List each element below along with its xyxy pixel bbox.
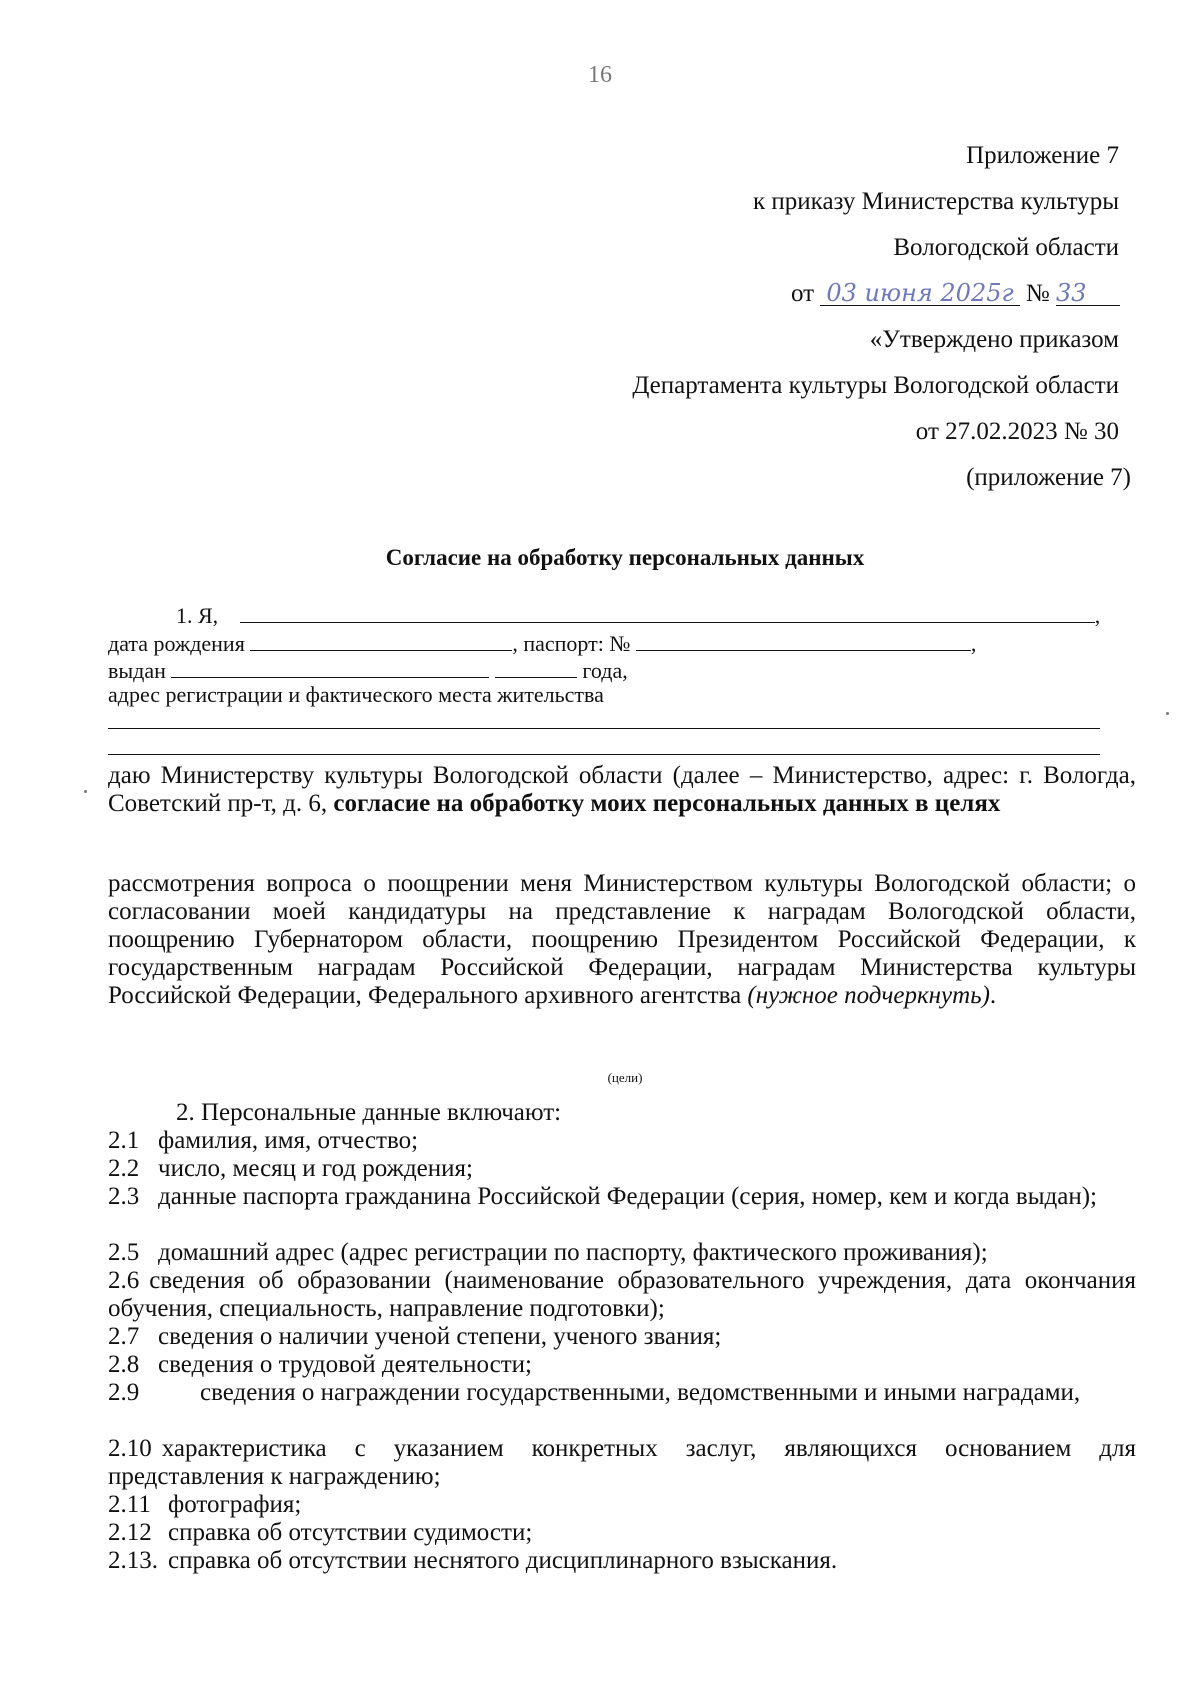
- issued-year-field[interactable]: [495, 655, 577, 678]
- purpose-caption: (цели): [607, 1070, 643, 1085]
- department-label: Департамента культуры Вологодской области: [632, 372, 1119, 399]
- name-comma: ,: [1094, 603, 1101, 628]
- list-item: 2.6 сведения об образовании (наименование образовательного учреждения, дата окончания обучения, специальность, направление подготовки);: [108, 1267, 1136, 1322]
- form-line-name: [176, 600, 1100, 629]
- consent-paragraph: [108, 762, 1136, 818]
- birth-date-field[interactable]: [250, 628, 512, 651]
- page-number: 16: [588, 62, 612, 88]
- appendix-label: Приложение 7: [966, 142, 1119, 169]
- consent-bold-text: согласие на обработку моих персональных данных в целях: [333, 790, 1001, 817]
- form-line-issued: [108, 655, 628, 684]
- document-title: Согласие на обработку персональных данных: [385, 545, 865, 570]
- approved-date: от 27.02.2023 № 30: [915, 418, 1119, 445]
- issued-by-field[interactable]: [171, 655, 489, 678]
- list-item: 2.9 сведения о награждении государственными, ведомственными и иными наградами,: [108, 1379, 1081, 1406]
- passport-comma: ,: [970, 631, 977, 656]
- list-item: 2.5 домашний адрес (адрес регистрации по паспорту, фактического проживания);: [108, 1239, 988, 1266]
- number-sign: №: [1025, 280, 1050, 307]
- handwritten-number: 33: [1056, 281, 1120, 306]
- list-item: 2.1 фамилия, имя, отчество;: [108, 1127, 419, 1154]
- purpose-paragraph: [108, 870, 1136, 1010]
- purpose-italic-note: (нужное подчеркнуть): [747, 982, 990, 1009]
- section2-heading: 2. Персональные данные включают:: [176, 1099, 562, 1126]
- list-item: 2.2 число, месяц и год рождения;: [108, 1155, 473, 1182]
- list-item: 2.3 данные паспорта гражданина Российской Федерации (серия, номер, кем и когда выдан);: [108, 1183, 1097, 1210]
- region-label: Вологодской области: [893, 234, 1119, 261]
- passport-label: , паспорт: №: [512, 631, 631, 656]
- approved-label: «Утверждено приказом: [869, 326, 1119, 353]
- consent-text: даю Министерству культуры Вологодской области (далее – Министерство, адрес: г. Вологда, Советский пр-т, д. 6,: [108, 762, 1136, 817]
- birth-label: дата рождения: [108, 631, 245, 656]
- list-item: 2.10 характеристика с указанием конкретных заслуг, являющихся основанием для представления к награждению;: [108, 1435, 1136, 1490]
- form-line-birth: [108, 628, 976, 657]
- handwritten-date: 03 июня 2025г: [820, 281, 1019, 306]
- list-item: 2.11 фотография;: [108, 1491, 302, 1518]
- address-line-1[interactable]: [108, 728, 1100, 729]
- address-label: адрес регистрации и фактического места жительства: [108, 682, 604, 707]
- purpose-text: рассмотрения вопроса о поощрении меня Министерством культуры Вологодской области; о согласовании моей кандидатуры на представление к наградам Вологодской области, поощрению Губернатором области, поощрению Президентом Российской Федерации, к государственным наградам Российской Федерации, наградам Министерства культуры Российской Федерации, Федерального архивного агентства: [108, 870, 1136, 1009]
- list-item: 2.8 сведения о трудовой деятельности;: [108, 1351, 532, 1378]
- list-item: 2.7 сведения о наличии ученой степени, ученого звания;: [108, 1323, 722, 1350]
- issued-label: выдан: [108, 658, 166, 683]
- scan-speck: [84, 790, 87, 793]
- order-reference: к приказу Министерства культуры: [753, 188, 1119, 215]
- purpose-end: .: [989, 982, 997, 1009]
- address-line-2[interactable]: [108, 754, 1100, 755]
- item1-prefix: 1. Я,: [176, 603, 219, 628]
- scan-speck: [1166, 712, 1169, 715]
- approved-appendix: (приложение 7): [966, 464, 1131, 491]
- date-prefix: от: [790, 280, 815, 307]
- list-item: 2.12 справка об отсутствии судимости;: [108, 1519, 533, 1546]
- list-item: 2.13. справка об отсутствии неснятого дисциплинарного взыскания.: [108, 1547, 838, 1574]
- year-label: года,: [582, 658, 628, 683]
- passport-number-field[interactable]: [636, 628, 971, 651]
- name-field[interactable]: [240, 600, 1095, 623]
- order-date-line: [0, 280, 1119, 308]
